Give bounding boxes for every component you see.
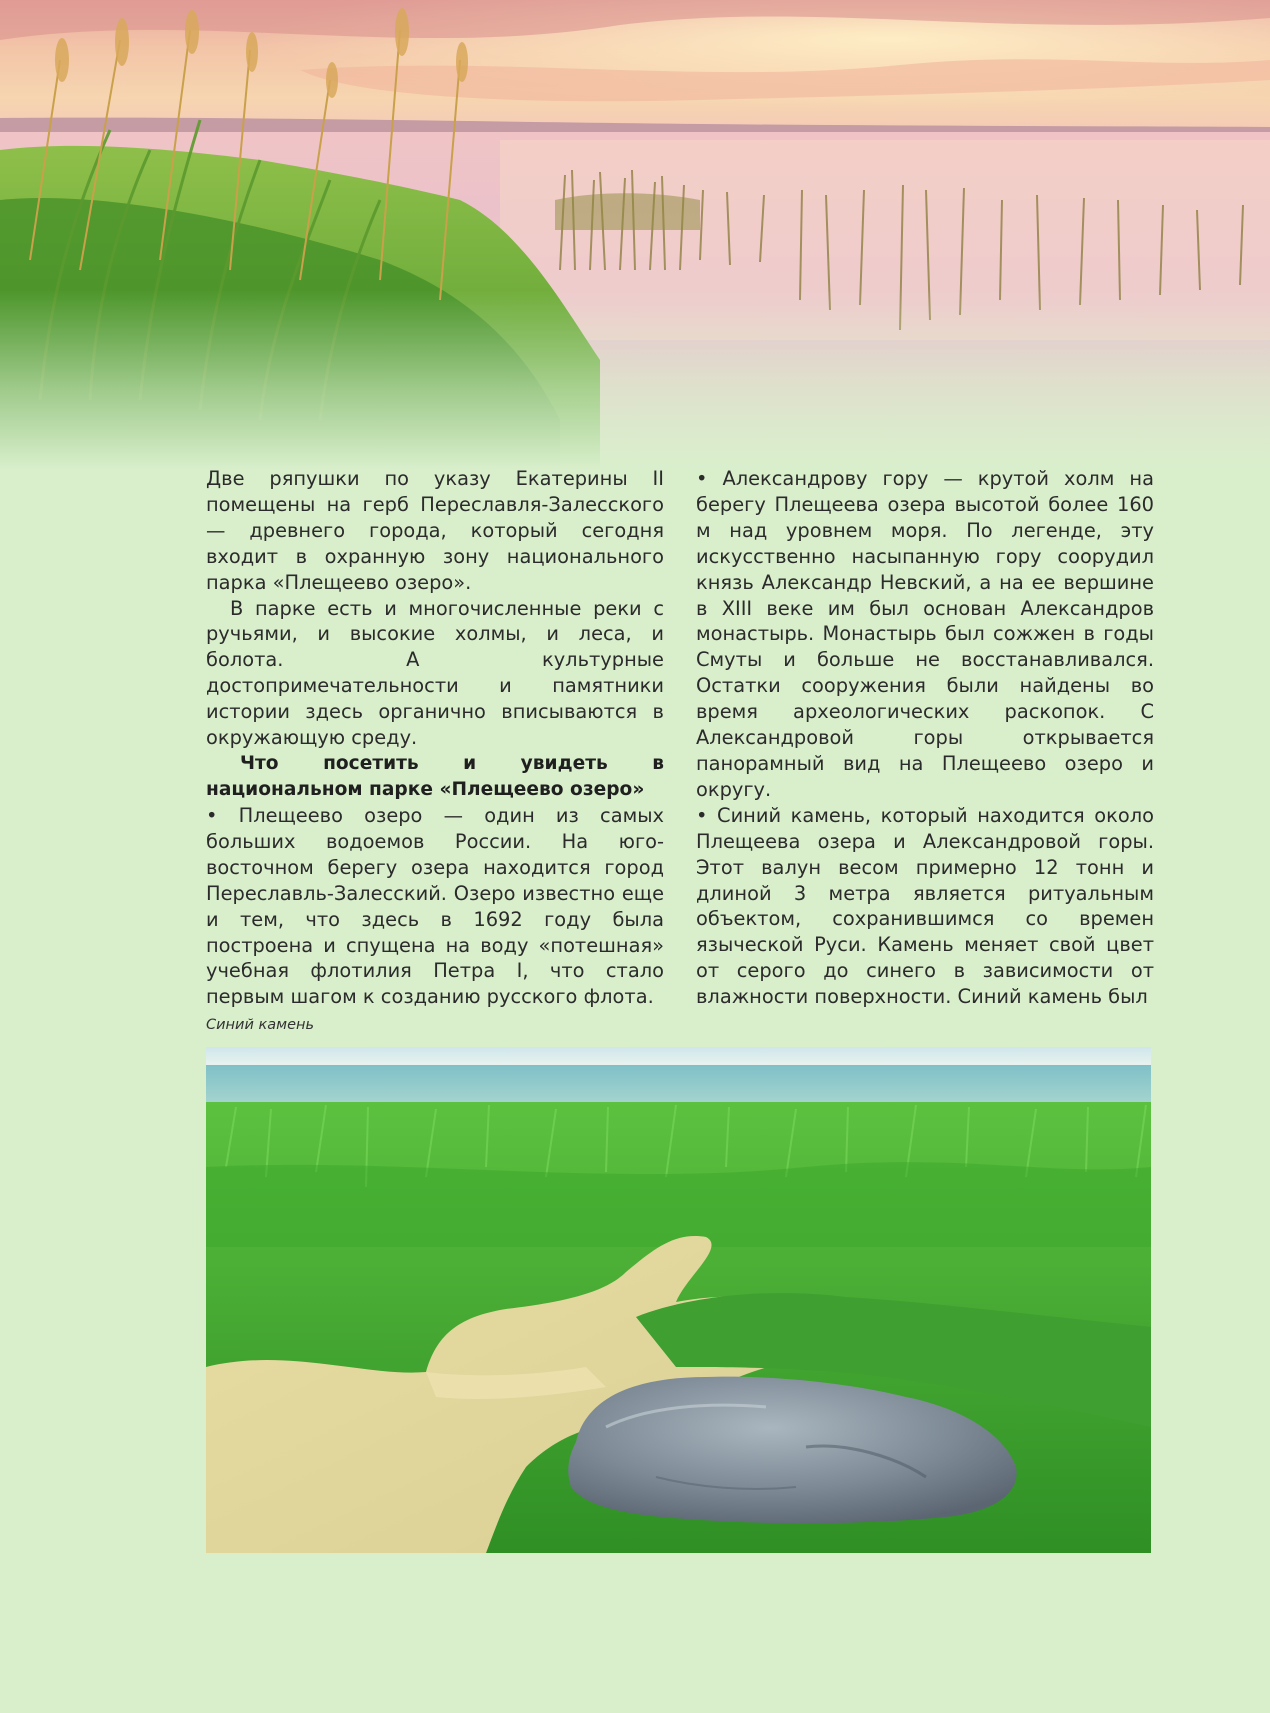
photo-caption: Синий камень <box>206 1017 315 1033</box>
blue-stone-photo <box>206 1047 1151 1553</box>
bullet-alexandrova-gora: • Александрову гору — крутой холм на берегу Плещеева озера высотой более 160 м над уровнем моря. По легенде, эту искусственно насыпанную гору соорудил князь Александр Невский, а на ее вершине в XIII веке им был основан Александров монастырь. Монастырь был сожжен в годы Смуты и больше не восстанавливался. Остатки сооружения были найдены во время археологических раскопок. С Александровой горы открывается панорамный вид на Плещеево озеро и округу. <box>696 466 1154 803</box>
bullet-pleshcheevo-lake: • Плещеево озеро — один из самых больших водоемов России. На юго-восточном берегу озера находится город Переславль-Залесский. Озеро известно еще и тем, что здесь в 1692 году была построена и спущена на воду «потешная» учебная флотилия Петра I, что стало первым шагом к созданию русского флота. <box>206 803 664 1010</box>
left-text-column <box>206 466 664 1010</box>
lake-sunset-reeds-photo <box>0 0 1270 470</box>
intro-paragraph: Две ряпушки по указу Екатерины II помещены на герб Переславля-Залесского — древнего города, который сегодня входит в охранную зону национального парка «Плещеево озеро». <box>206 467 664 594</box>
right-text-column <box>696 466 1154 1010</box>
park-description-paragraph: В парке есть и многочисленные реки с ручьями, и высокие холмы, и леса, и болота. А культурные достопримечательности и памятники истории здесь органично вписываются в окружающую среду. <box>206 596 664 750</box>
bullet-blue-stone: • Синий камень, который находится около Плещеева озера и Александровой горы. Этот валун весом примерно 12 тонн и длиной 3 метра является ритуальным объектом, сохранившимся со времен языческой Руси. Камень меняет свой цвет от серого до синего в зависимости от влажности поверхности. Синий камень был <box>696 803 1154 1010</box>
lake-sunset-photo <box>0 0 1270 470</box>
section-subheading: Что посетить и увидеть в национальном парке «Плещеево озеро» <box>206 752 664 800</box>
blue-stone-grass-lake-photo <box>206 1047 1151 1553</box>
